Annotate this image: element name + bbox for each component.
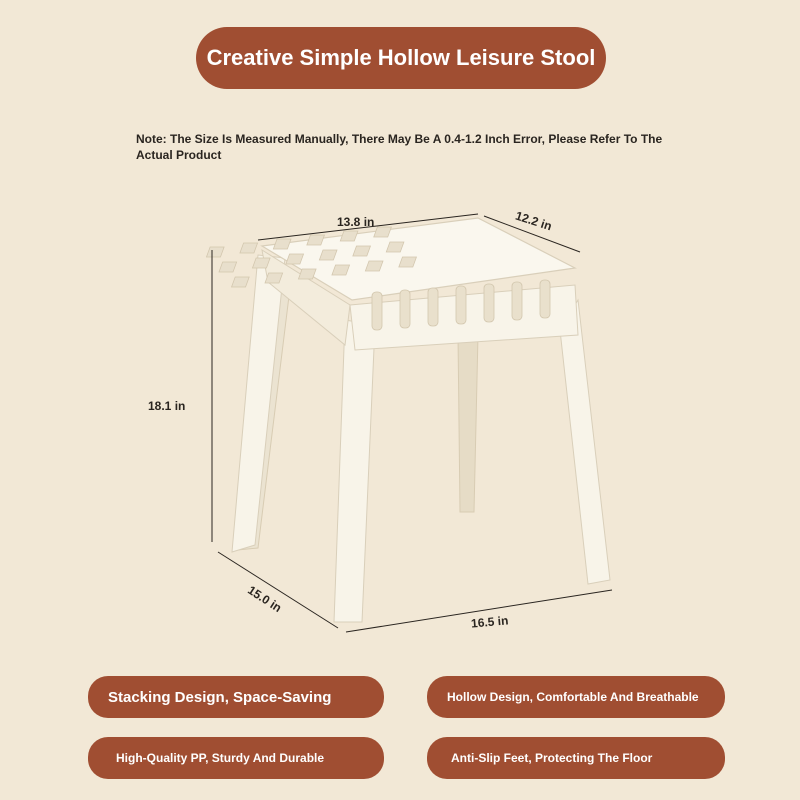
dimension-bottom-depth: 15.0 in bbox=[245, 582, 285, 616]
dimension-top-width: 13.8 in bbox=[337, 215, 375, 229]
dimension-height: 18.1 in bbox=[148, 399, 186, 413]
dimension-bottom-width: 16.5 in bbox=[470, 613, 509, 631]
page-title: Creative Simple Hollow Leisure Stool bbox=[196, 27, 606, 89]
feature-badge-hollow: Hollow Design, Comfortable And Breathable bbox=[427, 676, 725, 718]
dimension-top-depth: 12.2 in bbox=[513, 208, 554, 234]
feature-badge-stacking: Stacking Design, Space-Saving bbox=[88, 676, 384, 718]
feature-badge-material: High-Quality PP, Sturdy And Durable bbox=[88, 737, 384, 779]
size-note: Note: The Size Is Measured Manually, There May Be A 0.4-1.2 Inch Error, Please Refer To The Actual Product bbox=[136, 132, 663, 162]
feature-badge-anti-slip: Anti-Slip Feet, Protecting The Floor bbox=[427, 737, 725, 779]
